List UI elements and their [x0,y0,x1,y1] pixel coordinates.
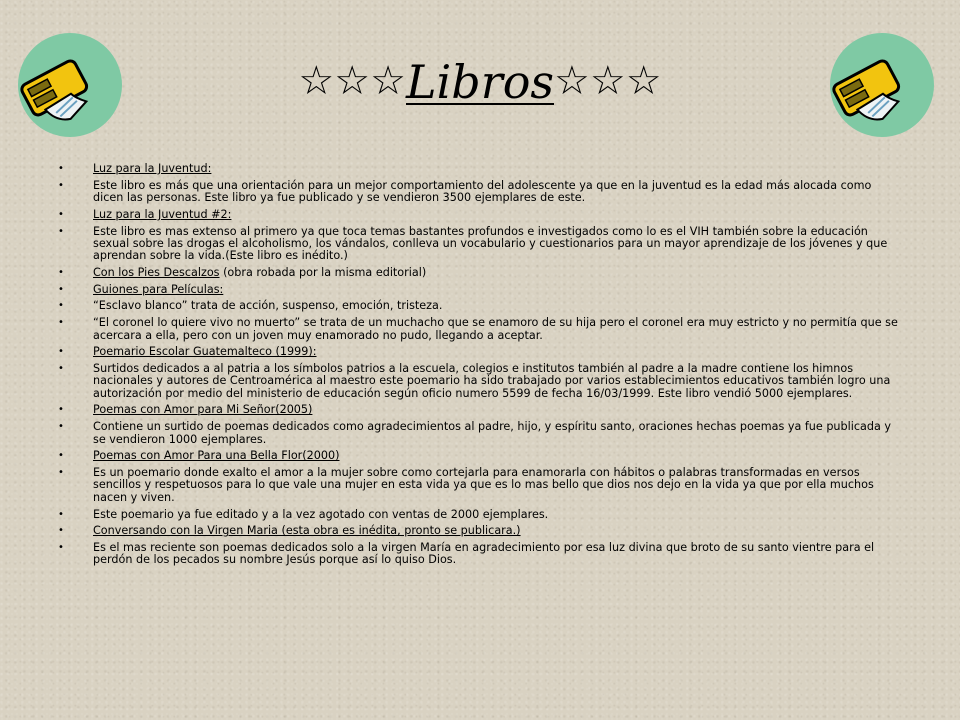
list-item [58,450,898,462]
title-stars-left: ☆☆☆ [298,58,406,104]
page-title [0,46,960,117]
item-text: Es el mas reciente son poemas dedicados solo a la virgen María en agradecimiento por esa luz divina que broto de su santo vientre para el perdón de los pecados su nombre Jesús porque así lo quiso Dios. [93,540,875,567]
list-item [58,509,898,521]
list-item [58,163,898,175]
book-link[interactable]: Poemas con Amor para Mi Señor(2005) [93,403,313,417]
book-link[interactable]: Conversando con la Virgen Maria (esta obra es inédita, pronto se publicara.) [93,524,521,538]
list-item [58,317,898,342]
item-text: (obra robada por la misma editorial) [219,266,427,280]
item-text: Este poemario ya fue editado y a la vez agotado con ventas de 2000 ejemplares. [93,507,549,521]
list-item [58,300,898,312]
item-text: Este libro es más que una orientación para un mejor comportamiento del adolescente ya que en la juventud es la edad más alocada como dicen las personas. Este libro ya fue publicado y se vendieron 3500 ejemplares de este. [93,178,872,205]
book-link[interactable]: Poemario Escolar Guatemalteco (1999): [93,345,317,359]
item-text: Este libro es mas extenso al primero ya que toca temas bastantes profundos e investigados como lo es el VIH también sobre la educación sexual sobre las drogas el alcoholismo, los vándalos, conlleva un vocabulario y cuestionarios para un mayor aprendizaje de los jóvenes y que aprendan sobre la vida.(Este libro es inédito.) [93,224,888,263]
item-text: Surtidos dedicados a al patria a los símbolos patrios a la escuela, colegios e institutos también al padre a la madre contiene los himnos nacionales y autores de Centroamérica al maestro este poemario ha sido trabajado por varios establecimientos educativos también logro una autorización por medio del ministerio de educación según oficio numero 5599 de fecha 16/03/1999. Este libro vendió 5000 ejemplares. [93,361,891,400]
book-link[interactable]: Con los Pies Descalzos [93,266,220,280]
item-text: Contiene un surtido de poemas dedicados como agradecimientos al padre, hijo, y espíritu santo, oraciones hechas poemas ya fue publicada y se vendieron 1000 ejemplares. [93,420,891,446]
book-link[interactable]: Poemas con Amor Para una Bella Flor(2000) [93,449,340,463]
list-item [58,525,898,537]
book-link[interactable]: Luz para la Juventud: [93,162,212,175]
item-text: “Esclavo blanco” trata de acción, suspenso, emoción, tristeza. [93,299,443,313]
book-list [58,163,898,571]
list-item [58,404,898,416]
list-item [58,421,898,446]
list-item [58,363,898,400]
book-link[interactable]: Luz para la Juventud #2: [93,207,232,221]
title-stars-right: ☆☆☆ [554,58,662,104]
list-item [58,542,898,567]
list-item [58,180,898,205]
item-text: “El coronel lo quiere vivo no muerto” se trata de un muchacho que se enamoro de su hija pero el coronel era muy estricto y no permitía que se acercara a ella, pero con un joven muy enamorado no pudo, llegando a aceptar. [93,316,898,342]
title-word: Libros [406,55,554,109]
list-item [58,267,898,279]
list-item [58,346,898,358]
item-text: Es un poemario donde exalto el amor a la mujer sobre como cortejarla para enamorarla con hábitos o palabras transformadas en versos sencillos y respetuosos para lo que vale una mujer en esta vida ya que es lo mas bello que dios nos dejo en la vida ya que por ella muchos nacen y viven. [93,465,874,504]
list-item [58,284,898,296]
list-item [58,209,898,221]
book-link[interactable]: Guiones para Películas: [93,282,224,296]
list-item [58,467,898,504]
list-item [58,226,898,263]
